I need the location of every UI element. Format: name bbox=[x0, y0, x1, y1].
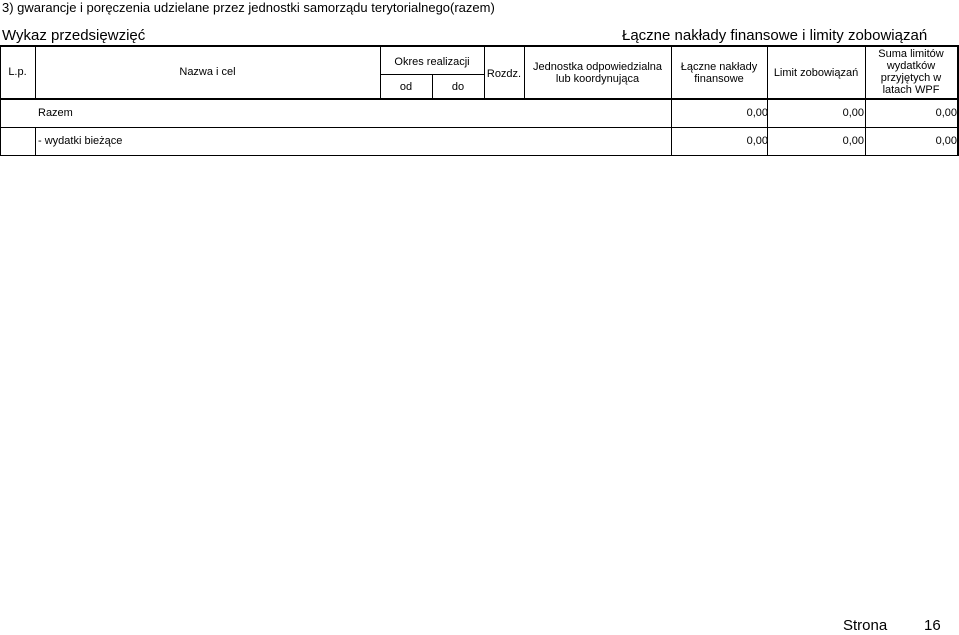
row-limit: 0,00 bbox=[842, 135, 864, 147]
header-period: Okres realizacji bbox=[394, 56, 470, 68]
header-total-line2: finansowe bbox=[694, 73, 744, 85]
header-sum-line2: wydatków bbox=[886, 60, 936, 72]
header-sum-line3: przyjętych w bbox=[880, 72, 942, 84]
header-sum-line1: Suma limitów bbox=[878, 48, 944, 60]
row-label: - wydatki bieżące bbox=[38, 135, 123, 147]
section-title: 3) gwarancje i poręczenia udzielane przez jednostki samorządu terytorialnego(razem) bbox=[2, 0, 495, 15]
row-limit: 0,00 bbox=[842, 107, 864, 119]
row-total: 0,00 bbox=[746, 107, 768, 119]
row-sum: 0,00 bbox=[935, 135, 957, 147]
header-unit-line2: lub koordynująca bbox=[555, 73, 640, 85]
row-sum: 0,00 bbox=[935, 107, 957, 119]
totals-title: Łączne nakłady finansowe i limity zobowiązań bbox=[622, 27, 928, 44]
header-name: Nazwa i cel bbox=[179, 66, 236, 78]
header-limit: Limit zobowiązań bbox=[773, 67, 859, 79]
header-total-line1: Łączne nakłady bbox=[680, 61, 758, 73]
page-number: 16 bbox=[924, 617, 941, 634]
list-title: Wykaz przedsięwzięć bbox=[2, 27, 146, 44]
header-from: od bbox=[399, 81, 413, 93]
header-unit-line1: Jednostka odpowiedzialna bbox=[532, 61, 663, 73]
header-lp: L.p. bbox=[8, 66, 27, 78]
row-label: Razem bbox=[38, 107, 73, 119]
header-to: do bbox=[451, 81, 465, 93]
row-total: 0,00 bbox=[746, 135, 768, 147]
header-sum-line4: latach WPF bbox=[882, 84, 940, 96]
header-section: Rozdz. bbox=[486, 68, 522, 80]
page-label: Strona bbox=[843, 617, 888, 634]
